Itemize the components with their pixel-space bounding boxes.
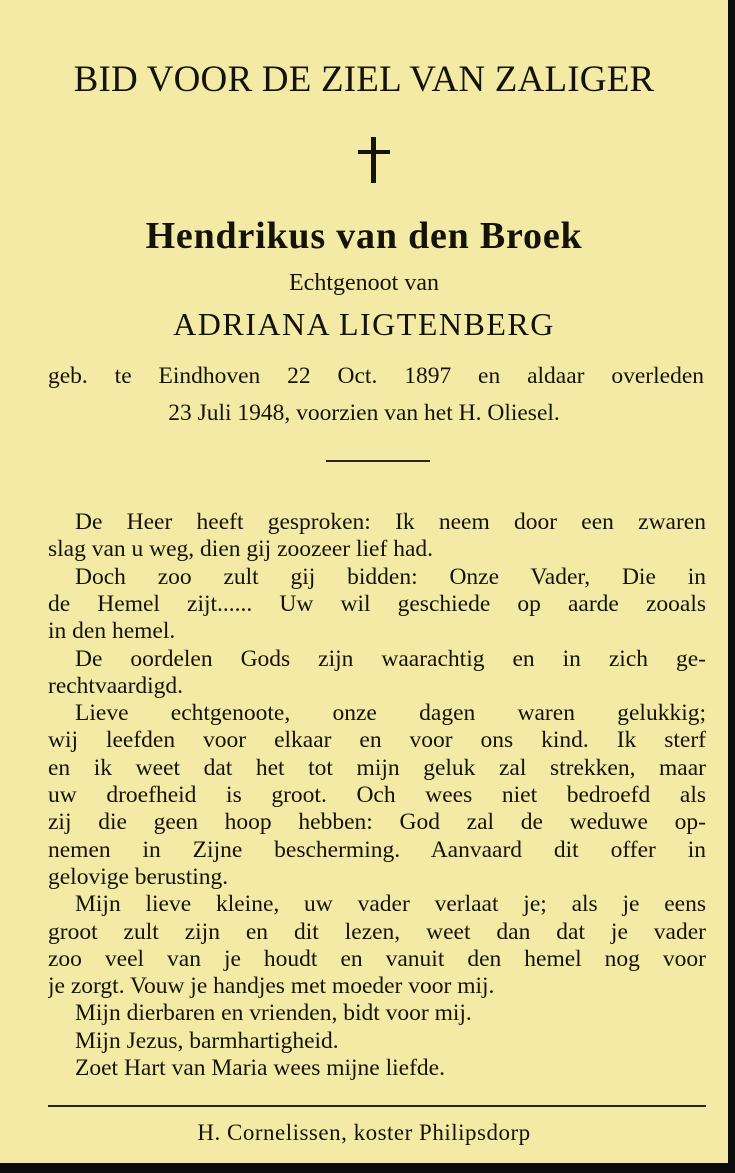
prayer-line: zij die geen hoop hebben: God zal de weduwe op- <box>48 809 706 836</box>
prayer-line: De oordelen Gods zijn waarachtig en in zich ge- <box>75 645 706 672</box>
scan-edge-bottom <box>0 1163 735 1173</box>
spouse-intro: Echtgenoot van <box>289 270 439 296</box>
short-divider <box>326 460 430 462</box>
prayer-line: Mijn lieve kleine, uw vader verlaat je; als je eens <box>75 891 706 918</box>
cross-horizontal-bar <box>358 150 390 154</box>
birth-line: geb. te Eindhoven 22 Oct. 1897 en aldaar overleden <box>48 363 704 389</box>
spouse-name: ADRIANA LIGTENBERG <box>173 306 555 342</box>
prayer-line: groot zult zijn en dit lezen, weet dan dat je vader <box>48 918 706 945</box>
card-heading: BID VOOR DE ZIEL VAN ZALIGER <box>73 59 655 100</box>
prayer-line: de Hemel zijt...... Uw wil geschiede op aarde zooals <box>48 590 706 617</box>
prayer-line: slag van u weg, dien gij zoozeer lief had. <box>48 536 433 563</box>
scan-edge-right <box>728 0 735 1173</box>
printer-credit: H. Cornelissen, koster Philipsdorp <box>197 1120 531 1145</box>
prayer-line: gelovige berusting. <box>48 863 229 890</box>
prayer-line: Mijn Jezus, barmhartigheid. <box>75 1027 339 1054</box>
latin-cross-icon <box>356 137 392 183</box>
death-line: 23 Juli 1948, voorzien van het H. Oliesel. <box>168 400 560 426</box>
prayer-line: en ik weet dat het tot mijn geluk zal strekken, maar <box>48 754 706 781</box>
prayer-line: Zoet Hart van Maria wees mijne liefde. <box>75 1055 445 1081</box>
prayer-line: in den hemel. <box>48 618 176 645</box>
bottom-divider <box>48 1105 706 1107</box>
cross-vertical-bar <box>371 137 376 183</box>
prayer-line: je zorgt. Vouw je handjes met moeder voor mij. <box>48 973 495 1000</box>
prayer-line: wij leefden voor elkaar en voor ons kind. Ik sterf <box>48 727 706 754</box>
prayer-line: zoo veel van je houdt en vanuit den hemel nog voor <box>48 945 706 972</box>
deceased-name: Hendrikus van den Broek <box>145 215 583 257</box>
prayer-line: Mijn dierbaren en vrienden, bidt voor mij. <box>75 1000 472 1027</box>
prayer-line: uw droefheid is groot. Och wees niet bedroefd als <box>48 782 706 808</box>
prayer-line: nemen in Zijne bescherming. Aanvaard dit offer in <box>48 836 706 863</box>
prayer-line: Lieve echtgenoote, onze dagen waren gelukkig; <box>75 700 706 727</box>
prayer-line: Doch zoo zult gij bidden: Onze Vader, Die in <box>75 563 706 590</box>
prayer-line: De Heer heeft gesproken: Ik neem door een zwaren <box>75 509 706 535</box>
prayer-line: rechtvaardigd. <box>48 672 184 699</box>
